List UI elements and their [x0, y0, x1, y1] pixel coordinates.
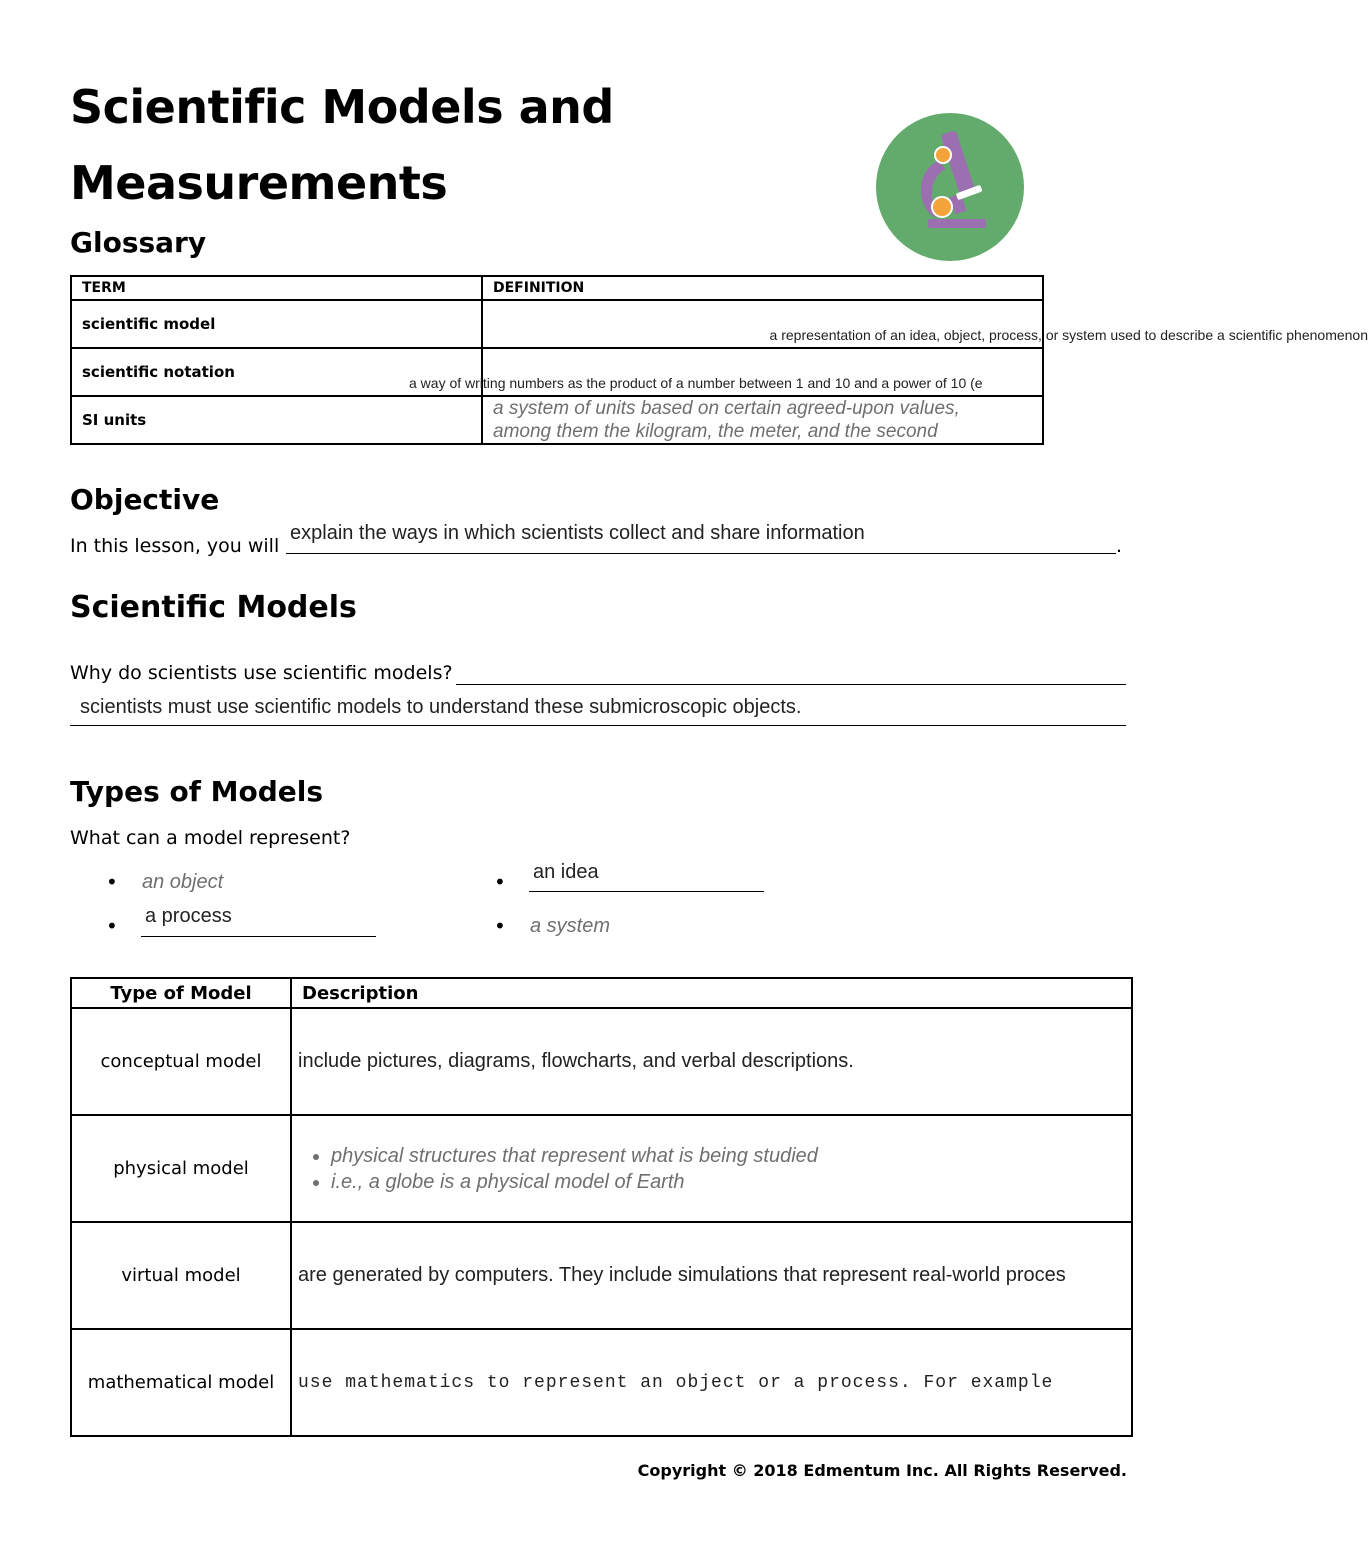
glossary-table — [70, 275, 1368, 445]
copyright-footer: Copyright © 2018 Edmentum Inc. All Rights Reserved. — [637, 1461, 1127, 1480]
model-description-field[interactable] — [291, 1008, 1132, 1115]
table-row — [71, 300, 1043, 348]
glossary-term: scientific notation — [71, 348, 482, 396]
page-title-line2: Measurements — [70, 156, 448, 210]
glossary-definition-field[interactable] — [482, 396, 1043, 444]
objective-period: . — [1116, 535, 1123, 557]
model-description: are generated by computers. They include simulations that represent real-world proces — [298, 1264, 1066, 1286]
types-table — [70, 977, 1133, 1437]
model-type: physical model — [71, 1115, 291, 1222]
table-row — [71, 348, 1043, 396]
microscope-icon — [876, 113, 1024, 261]
objective-prompt: In this lesson, you will — [70, 535, 280, 557]
objective-answer-field[interactable] — [286, 522, 1116, 554]
model-type: conceptual model — [71, 1008, 291, 1115]
scientific-models-heading: Scientific Models — [70, 590, 357, 625]
types-header-row — [71, 978, 1132, 1008]
objective-answer: explain the ways in which scientists collect and share information — [290, 522, 865, 544]
bullet-icon: • — [106, 914, 118, 938]
model-description-field[interactable] — [291, 1115, 1132, 1222]
types-of-models-heading: Types of Models — [70, 775, 324, 808]
model-description-bullet: • physical structures that represent what is being studied — [331, 1143, 1130, 1169]
model-item-system: a system — [530, 915, 611, 937]
model-item-process-field[interactable] — [141, 903, 376, 937]
model-type: virtual model — [71, 1222, 291, 1329]
types-col-type: Type of Model — [71, 978, 291, 1008]
model-item-idea-field[interactable] — [529, 858, 764, 892]
table-row — [71, 396, 1043, 444]
objective-heading: Objective — [70, 483, 220, 516]
glossary-definition: a representation of an idea, object, process, or system used to describe a scientific phenomenon — [769, 327, 1368, 343]
glossary-definition-field[interactable] — [482, 300, 1368, 348]
table-row — [71, 1222, 1132, 1329]
scientific-models-question: Why do scientists use scientific models? — [70, 662, 453, 684]
table-row — [71, 1008, 1132, 1115]
bullet-icon: • — [494, 914, 506, 938]
scientific-models-answer-field[interactable] — [70, 690, 1126, 726]
table-row — [71, 1115, 1132, 1222]
scientific-models-answer: scientists must use scientific models to understand these submicroscopic objects. — [80, 696, 802, 718]
model-item-process: a process — [145, 905, 232, 927]
model-description: include pictures, diagrams, flowcharts, and verbal descriptions. — [298, 1050, 854, 1072]
types-of-models-question: What can a model represent? — [70, 827, 351, 849]
model-type: mathematical model — [71, 1329, 291, 1436]
glossary-header-row — [71, 276, 1043, 300]
glossary-term: SI units — [71, 396, 482, 444]
glossary-definition: a system of units based on certain agreed-upon values, — [493, 398, 960, 419]
glossary-definition-field[interactable] — [409, 348, 1043, 396]
page-title-line1: Scientific Models and — [70, 80, 614, 134]
glossary-heading: Glossary — [70, 226, 207, 259]
glossary-definition: a way of writing numbers as the product of a number between 1 and 10 and a power of 10 (e — [409, 375, 983, 391]
glossary-term: scientific model — [71, 300, 482, 348]
types-col-description: Description — [291, 978, 1132, 1008]
question-underline — [456, 662, 1126, 685]
model-description-field[interactable] — [291, 1222, 1132, 1329]
table-row — [71, 1329, 1132, 1436]
model-description: use mathematics to represent an object or a process. For example — [298, 1372, 1054, 1393]
model-description-field[interactable] — [291, 1329, 1132, 1436]
glossary-definition: among them the kilogram, the meter, and the second — [493, 421, 938, 442]
glossary-col-definition: DEFINITION — [482, 276, 1043, 300]
model-item-object: an object — [142, 871, 224, 893]
glossary-col-term: TERM — [71, 276, 482, 300]
model-item-idea: an idea — [533, 861, 599, 883]
model-description-bullet: • i.e., a globe is a physical model of Earth — [331, 1169, 1130, 1195]
bullet-icon: • — [106, 870, 118, 894]
bullet-icon: • — [494, 870, 506, 894]
